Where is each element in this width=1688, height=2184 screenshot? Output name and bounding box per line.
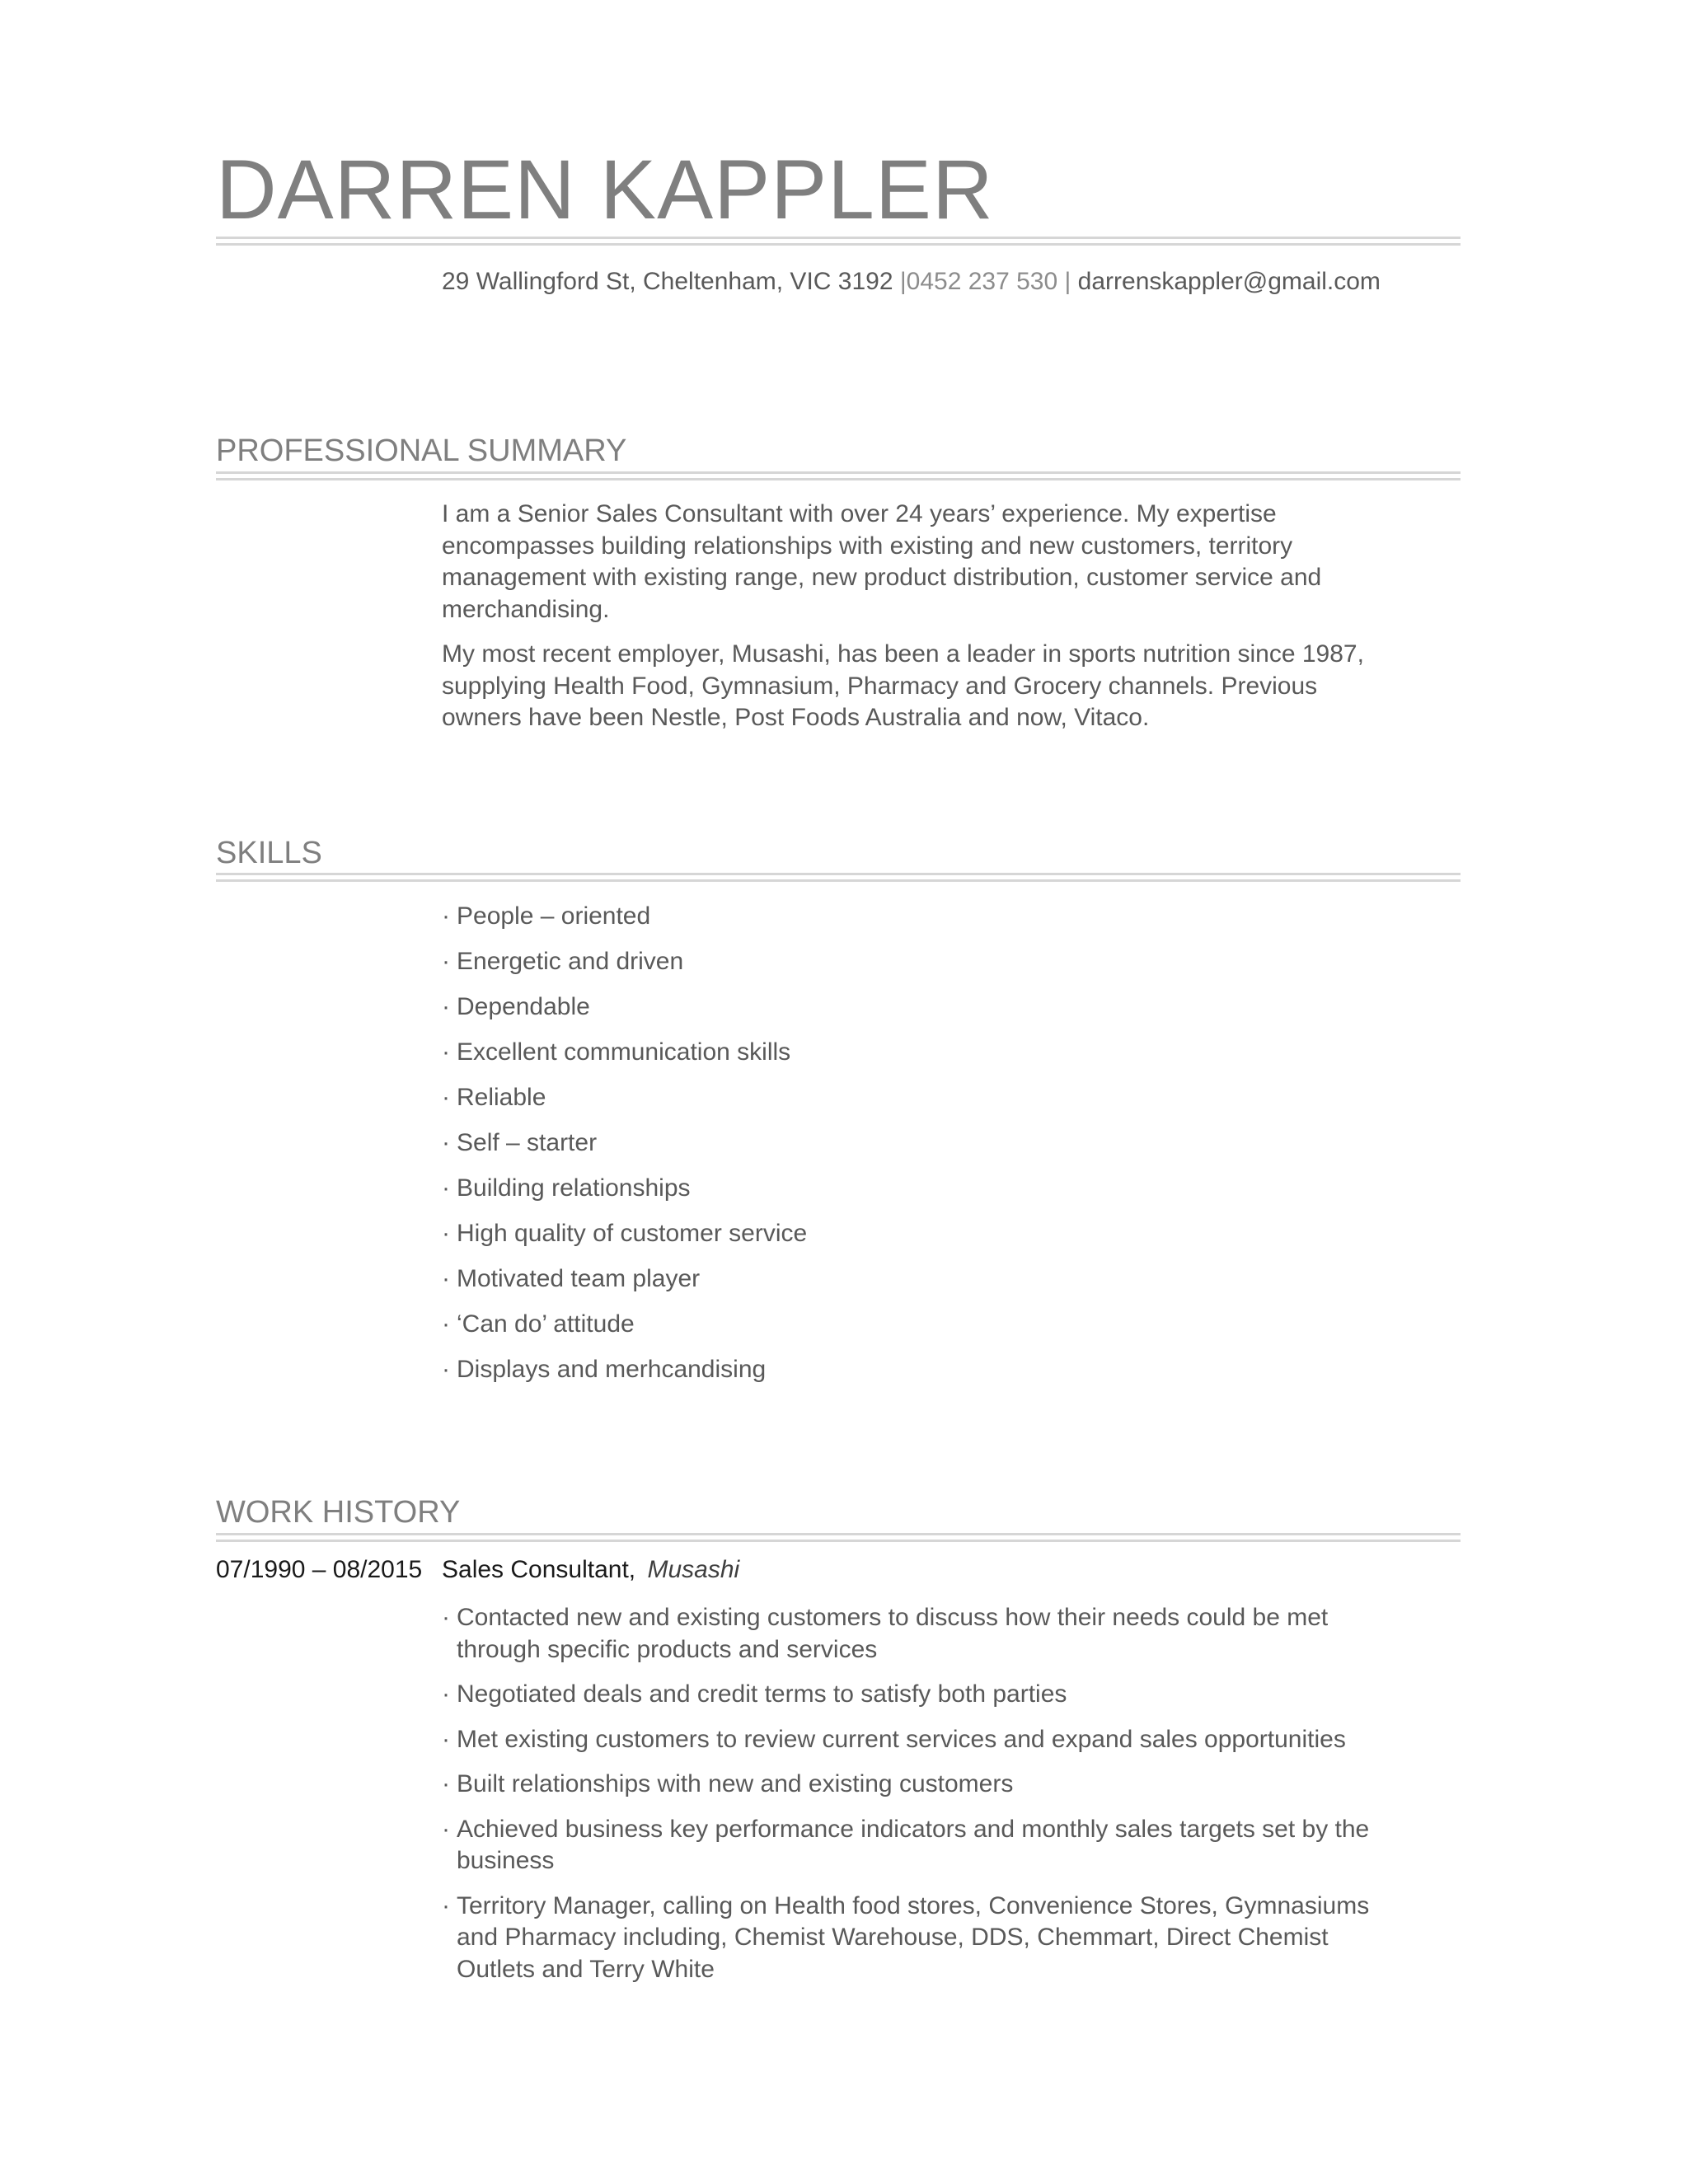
skill-item: · Building relationships <box>442 1174 691 1202</box>
summary-rule-bottom <box>216 478 1461 480</box>
section-title-summary: PROFESSIONAL SUMMARY <box>216 434 627 468</box>
contact-line <box>442 265 1381 298</box>
skill-item: · ‘Can do’ attitude <box>442 1310 635 1338</box>
skill-item: · Excellent communication skills <box>442 1038 791 1066</box>
work-rule-bottom <box>216 1540 1461 1542</box>
header-rule-top <box>216 237 1461 239</box>
section-title-skills: SKILLS <box>216 836 322 870</box>
skill-item: · Energetic and driven <box>442 948 684 975</box>
skills-rule-bottom <box>216 879 1461 882</box>
candidate-name: DARREN KAPPLER <box>216 143 994 237</box>
duty-item: · Achieved business key performance indicators and monthly sales targets set by the business <box>442 1815 1370 1874</box>
skill-item: · People – oriented <box>442 902 651 930</box>
summary-rule-top <box>216 471 1461 474</box>
skill-item: · Motivated team player <box>442 1265 701 1292</box>
skill-item: · Self – starter <box>442 1129 598 1156</box>
skill-item: · High quality of customer service <box>442 1220 808 1247</box>
skill-item: · Displays and merhcandising <box>442 1356 767 1383</box>
separator: | <box>899 268 907 295</box>
job-employer: Musashi <box>647 1556 740 1583</box>
skills-rule-top <box>216 873 1461 875</box>
duty-item: · Negotiated deals and credit terms to satisfy both parties <box>442 1680 1067 1708</box>
work-rule-top <box>216 1533 1461 1535</box>
section-title-work-history: WORK HISTORY <box>216 1495 461 1530</box>
job-duties-list <box>442 1602 1373 1999</box>
skills-list <box>442 901 1381 1399</box>
address: 29 Wallingford St, Cheltenham, VIC 3192 <box>442 268 893 295</box>
duty-item: · Territory Manager, calling on Health food stores, Convenience Stores, Gymnasiums and Pharmacy including, Chemist Warehouse, DDS, Chemmart, Direct Chemist Outlets and Terry White <box>442 1891 1370 1983</box>
job-heading <box>442 1554 739 1586</box>
duty-item: · Built relationships with new and existing customers <box>442 1770 1014 1797</box>
header-rule-bottom <box>216 243 1461 246</box>
email-address: darrenskappler@gmail.com <box>1077 268 1381 295</box>
duty-item: · Contacted new and existing customers to discuss how their needs could be met through specific products and services <box>442 1604 1329 1663</box>
job-position: Sales Consultant, <box>442 1556 636 1583</box>
duty-item: · Met existing customers to review current services and expand sales opportunities <box>442 1725 1346 1753</box>
summary-body <box>442 499 1373 748</box>
job-dates: 07/1990 – 08/2015 <box>216 1556 423 1583</box>
skill-item: · Reliable <box>442 1084 546 1111</box>
summary-paragraph: My most recent employer, Musashi, has been a leader in sports nutrition since 1987, supplying Health Food, Gymnasium, Pharmacy and Grocery channels. Previous owners have been Nestle, Post Foods Australia and now, Vitaco. <box>442 640 1364 731</box>
summary-paragraph: I am a Senior Sales Consultant with over 24 years’ experience. My expertise encompasses building relationships with existing and new customers, territory management with existing range, new product distribution, customer service and merchandising. <box>442 500 1322 623</box>
phone-number: 0452 237 530 <box>906 268 1058 295</box>
skill-item: · Dependable <box>442 993 590 1020</box>
separator: | <box>1064 268 1071 295</box>
